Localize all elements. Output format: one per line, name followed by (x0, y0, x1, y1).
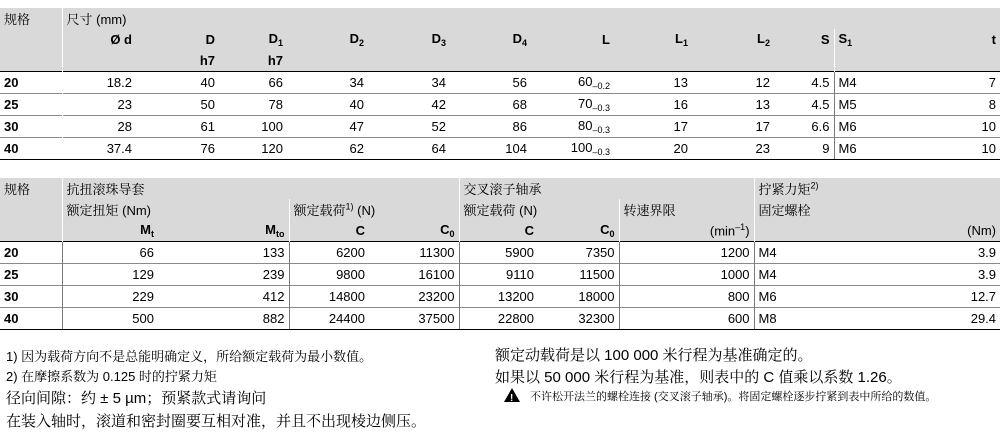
size-header: 规格 (0, 8, 62, 29)
value-cell: M4 (754, 264, 851, 286)
value-cell: 13200 (459, 286, 538, 308)
note-radial-clearance: 径向间隙：约 ± 5 µm；预紧款式请询问 (6, 390, 267, 407)
note-factor: 如果以 50 000 米行程为基准，则表中的 C 值乘以系数 1.26。 (495, 369, 902, 386)
value-cell: M6 (834, 138, 873, 160)
value-cell: 29.4 (851, 308, 1000, 330)
value-cell: 6200 (289, 242, 369, 264)
col-Nm: (Nm) (851, 220, 1000, 242)
table-row (0, 308, 1000, 330)
value-cell: 16 (614, 94, 692, 116)
warning-note: !不许松开法兰的螺栓连接 (交叉滚子轴承)。将固定螺栓逐步拧紧到表中所给的数值。 (500, 388, 1000, 406)
col-C-bearing: C (459, 220, 538, 242)
value-cell: 4.5 (774, 72, 834, 94)
value-cell: M6 (834, 116, 873, 138)
size-header: 规格 (0, 178, 62, 199)
value-cell: 34 (287, 72, 368, 94)
value-cell: 13 (692, 94, 774, 116)
L-cell: $80_{-0.3}$ (531, 116, 614, 138)
value-cell: 9800 (289, 264, 369, 286)
value-cell: 18.2 (62, 72, 136, 94)
value-cell: 40 (287, 94, 368, 116)
value-cell: 129 (62, 264, 158, 286)
value-cell: 10 (873, 116, 1000, 138)
footnote-2: 2) 在摩擦系数为 0.125 时的拧紧力矩 (6, 369, 217, 384)
value-cell: 12 (692, 72, 774, 94)
fixing-bolt-header: 固定螺栓 (754, 199, 851, 220)
col-D1: $D_1$ (219, 29, 287, 50)
col-D3: $D_3$ (368, 29, 450, 50)
value-cell: 8 (873, 94, 1000, 116)
col-Mt: $M_t$ (62, 220, 158, 242)
L-cell: $60_{-0.2}$ (531, 72, 614, 94)
value-cell: 3.9 (851, 242, 1000, 264)
value-cell: 6.6 (774, 116, 834, 138)
value-cell: 23 (62, 94, 136, 116)
value-cell: 600 (619, 308, 754, 330)
value-cell: 104 (450, 138, 531, 160)
value-cell: 500 (62, 308, 158, 330)
value-cell: 40 (136, 72, 219, 94)
value-cell: 34 (368, 72, 450, 94)
col-D2: $D_2$ (287, 29, 368, 50)
value-cell: 4.5 (774, 94, 834, 116)
value-cell: 9 (774, 138, 834, 160)
rated-load-header: 额定载荷$^{1)}$ (N) (289, 199, 459, 220)
value-cell: M4 (754, 242, 851, 264)
value-cell: 24400 (289, 308, 369, 330)
value-cell: 76 (136, 138, 219, 160)
value-cell: 64 (368, 138, 450, 160)
footnote-1: 1) 因为载荷方向不是总能明确定义，所给额定载荷为最小数值。 (6, 349, 373, 364)
torque-header: 拧紧力矩$^{2)}$ (754, 178, 1000, 199)
table-row (0, 264, 1000, 286)
size-cell: 40 (0, 138, 62, 160)
table-row (0, 138, 1000, 160)
value-cell: 37500 (369, 308, 459, 330)
value-cell: 22800 (459, 308, 538, 330)
value-cell: 66 (62, 242, 158, 264)
col-D-tolerance: h7 (136, 50, 219, 72)
col-D4: $D_4$ (450, 29, 531, 50)
value-cell: 800 (619, 286, 754, 308)
ball-bushing-header: 抗扭滚珠导套 (62, 178, 459, 199)
value-cell: M4 (834, 72, 873, 94)
col-C: C (289, 220, 369, 242)
dimensions-table (0, 8, 1000, 160)
value-cell: 42 (368, 94, 450, 116)
value-cell: 68 (450, 94, 531, 116)
table-row (0, 94, 1000, 116)
value-cell: 17 (614, 116, 692, 138)
value-cell: 23200 (369, 286, 459, 308)
col-C0-bearing: $C_0$ (538, 220, 619, 242)
size-cell: 30 (0, 116, 62, 138)
table-row (0, 286, 1000, 308)
value-cell: 61 (136, 116, 219, 138)
value-cell: 20 (614, 138, 692, 160)
value-cell: 7 (873, 72, 1000, 94)
col-L2: $L_2$ (692, 29, 774, 50)
col-L1: $L_1$ (614, 29, 692, 50)
col-D1-tolerance: h7 (219, 50, 287, 72)
value-cell: 18000 (538, 286, 619, 308)
value-cell: 32300 (538, 308, 619, 330)
value-cell: 1200 (619, 242, 754, 264)
rated-load-n-header: 额定载荷 (N) (459, 199, 619, 220)
table-row (0, 72, 1000, 94)
speed-limit-header: 转速界限 (619, 199, 754, 220)
value-cell: 50 (136, 94, 219, 116)
note-dynamic-load: 额定动载荷是以 100 000 米行程为基准确定的。 (495, 347, 813, 364)
value-cell: 17 (692, 116, 774, 138)
col-C0: $C_0$ (369, 220, 459, 242)
value-cell: 86 (450, 116, 531, 138)
crossed-roller-header: 交叉滚子轴承 (459, 178, 754, 199)
value-cell: M8 (754, 308, 851, 330)
value-cell: 62 (287, 138, 368, 160)
value-cell: 78 (219, 94, 287, 116)
col-S: S (774, 29, 834, 50)
value-cell: M6 (754, 286, 851, 308)
value-cell: 28 (62, 116, 136, 138)
value-cell: 10 (873, 138, 1000, 160)
col-min: $(\min^{-1})$ (619, 220, 754, 242)
value-cell: M5 (834, 94, 873, 116)
value-cell: 3.9 (851, 264, 1000, 286)
value-cell: 23 (692, 138, 774, 160)
value-cell: 229 (62, 286, 158, 308)
size-cell: 20 (0, 242, 62, 264)
value-cell: 52 (368, 116, 450, 138)
value-cell: 11500 (538, 264, 619, 286)
value-cell: 7350 (538, 242, 619, 264)
load-rating-table (0, 178, 1000, 330)
size-cell: 40 (0, 308, 62, 330)
rated-torque-header: 额定扭矩 (Nm) (62, 199, 289, 220)
table-row (0, 116, 1000, 138)
value-cell: 9110 (459, 264, 538, 286)
value-cell: 56 (450, 72, 531, 94)
value-cell: 120 (219, 138, 287, 160)
table-row (0, 242, 1000, 264)
col-L: L (531, 29, 614, 50)
value-cell: 100 (219, 116, 287, 138)
value-cell: 37.4 (62, 138, 136, 160)
col-d: Ø d (62, 29, 136, 50)
value-cell: 12.7 (851, 286, 1000, 308)
value-cell: 11300 (369, 242, 459, 264)
size-cell: 20 (0, 72, 62, 94)
L-cell: $100_{-0.3}$ (531, 138, 614, 160)
value-cell: 47 (287, 116, 368, 138)
value-cell: 14800 (289, 286, 369, 308)
value-cell: 13 (614, 72, 692, 94)
size-cell: 25 (0, 264, 62, 286)
col-D: D (136, 29, 219, 50)
col-S1: $S_1$ (834, 29, 873, 50)
value-cell: 239 (158, 264, 289, 286)
value-cell: 133 (158, 242, 289, 264)
dimensions-header: 尺寸 (mm) (62, 8, 1000, 29)
value-cell: 882 (158, 308, 289, 330)
value-cell: 16100 (369, 264, 459, 286)
value-cell: 66 (219, 72, 287, 94)
size-cell: 25 (0, 94, 62, 116)
size-cell: 30 (0, 286, 62, 308)
col-t: t (873, 29, 1000, 50)
value-cell: 412 (158, 286, 289, 308)
note-installation: 在装入轴时，滚道和密封圈要互相对准，并且不出现棱边侧压。 (6, 413, 427, 430)
warning-triangle-icon (504, 388, 520, 402)
value-cell: 5900 (459, 242, 538, 264)
col-Mto: $M_{to}$ (158, 220, 289, 242)
L-cell: $70_{-0.3}$ (531, 94, 614, 116)
value-cell: 1000 (619, 264, 754, 286)
